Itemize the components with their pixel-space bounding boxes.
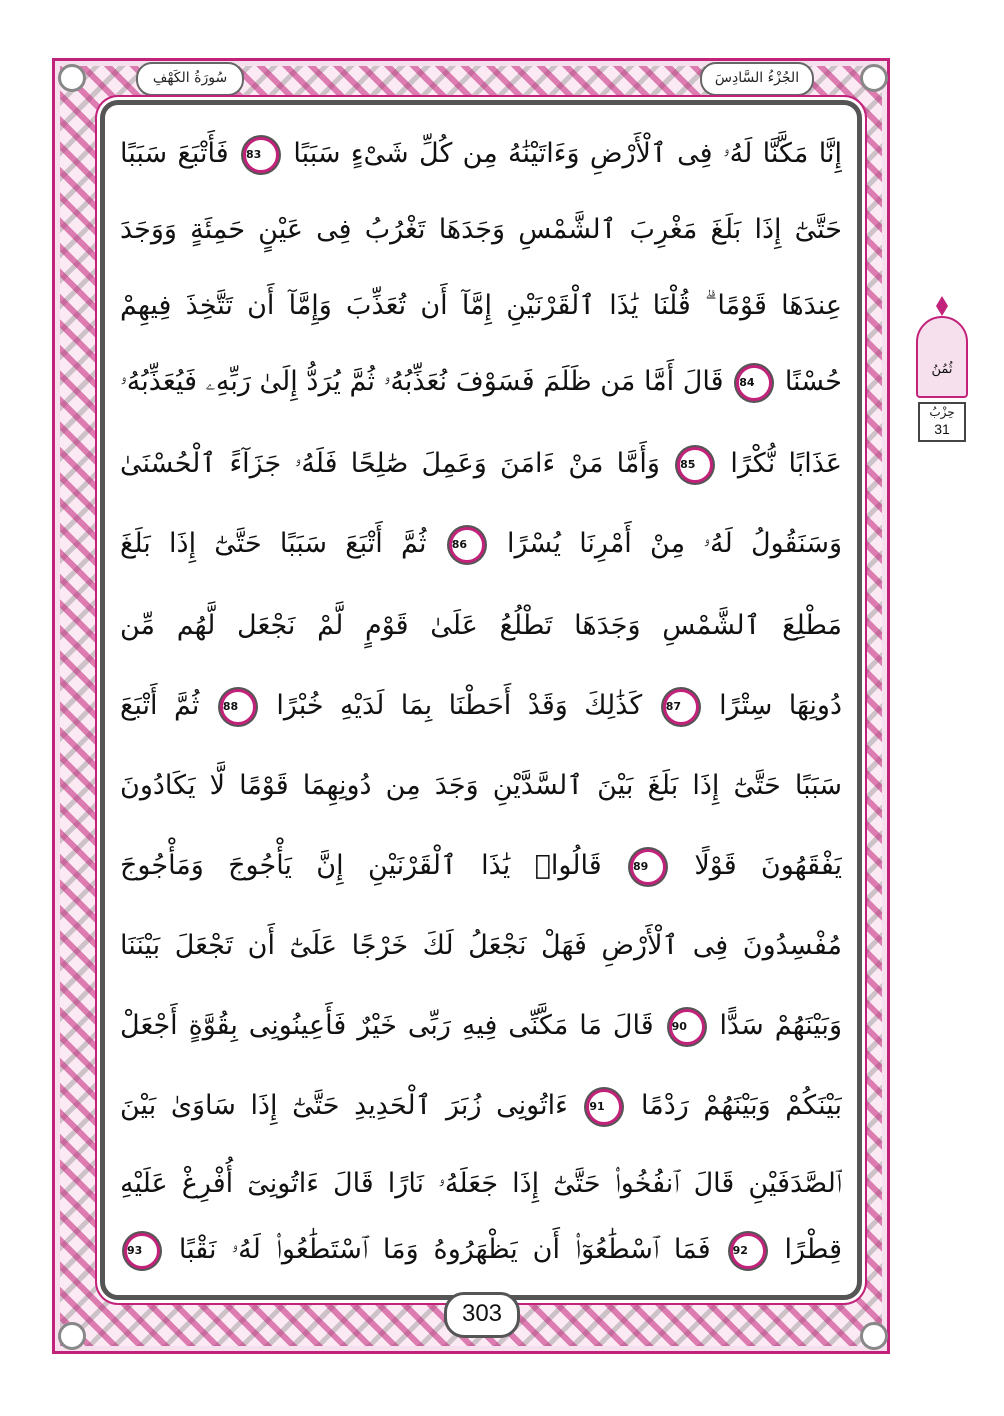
corner-ornament (860, 1322, 888, 1350)
ayah-number-marker: 90 (669, 1009, 705, 1045)
corner-ornament (58, 64, 86, 92)
hizb-label: حِزْبُ (929, 405, 955, 419)
hizb-number: 31 (934, 421, 950, 437)
ayah-number-marker: 86 (449, 527, 485, 563)
verse-line-11 (120, 914, 842, 978)
verse-text: مُفْسِدُونَ فِى ٱلْأَرْضِ فَهَلْ نَجْعَلُ لَكَ خَرْجًا عَلَىٰٓ أَن تَجْعَلَ بَيْنَنَا (120, 930, 842, 961)
verse-line-6 (120, 512, 842, 576)
ayah-number-marker: 87 (663, 689, 699, 725)
verse-text: قَالَ مَا مَكَّنِّى فِيهِ رَبِّى خَيْرٌ فَأَعِينُونِى بِقُوَّةٍ أَجْعَلْ (120, 1010, 654, 1041)
verse-text: وَأَمَّا مَنْ ءَامَنَ وَعَمِلَ صَٰلِحًا فَلَهُۥ جَزَآءً ٱلْحُسْنَىٰ (120, 448, 660, 479)
thumun-label: ثُمُنُ (931, 362, 953, 377)
verse-line-4 (120, 350, 842, 414)
verse-text: حَتَّىٰٓ إِذَا بَلَغَ مَغْرِبَ ٱلشَّمْسِ وَجَدَهَا تَغْرُبُ فِى عَيْنٍ حَمِئَةٍ وَوَجَدَ (120, 214, 842, 245)
verse-text: دُونِهَا سِتْرًا (719, 690, 842, 721)
verse-line-15 (120, 1218, 842, 1282)
verse-line-2 (120, 198, 842, 262)
ayah-number-marker: 93 (124, 1233, 160, 1269)
ayah-number-marker: 92 (730, 1233, 766, 1269)
verse-text: كَذَٰلِكَ وَقَدْ أَحَطْنَا بِمَا لَدَيْهِ خُبْرًا (276, 690, 643, 721)
ayah-number-marker: 84 (736, 365, 772, 401)
page-number: 303 (444, 1292, 520, 1338)
verse-line-5 (120, 432, 842, 496)
dome-ornament-icon (916, 316, 968, 398)
verse-line-9 (120, 754, 842, 818)
juz-header: الجُزْءُ السَّادِسَ (700, 62, 814, 96)
ayah-number-marker: 89 (630, 849, 666, 885)
verse-line-8 (120, 674, 842, 738)
verse-line-10 (120, 834, 842, 898)
hizb-box (918, 402, 966, 442)
ayah-number-marker: 91 (586, 1089, 622, 1125)
ayah-number-marker: 83 (243, 137, 279, 173)
verse-text: ثُمَّ أَتْبَعَ سَبَبًا حَتَّىٰٓ إِذَا بَلَغَ (120, 528, 427, 559)
verse-text: بَيْنَكُمْ وَبَيْنَهُمْ رَدْمًا (641, 1090, 842, 1121)
verse-line-12 (120, 994, 842, 1058)
verse-text: مَطْلِعَ ٱلشَّمْسِ وَجَدَهَا تَطْلُعُ عَلَىٰ قَوْمٍ لَّمْ نَجْعَل لَّهُم مِّن (120, 610, 842, 641)
verse-text: ثُمَّ أَتْبَعَ (120, 690, 200, 721)
verse-line-3 (120, 274, 842, 338)
verse-text: عِندَهَا قَوْمًا ۗ قُلْنَا يَٰذَا ٱلْقَرْنَيْنِ إِمَّآ أَن تُعَذِّبَ وَإِمَّآ أَن تَتَّخِذَ فِيهِمْ (120, 290, 842, 321)
verse-line-14 (120, 1152, 842, 1216)
verse-text: سَبَبًا حَتَّىٰٓ إِذَا بَلَغَ بَيْنَ ٱلسَّدَّيْنِ وَجَدَ مِن دُونِهِمَا قَوْمًا لَّا يَكَادُونَ (120, 770, 842, 801)
verse-text: إِنَّا مَكَّنَّا لَهُۥ فِى ٱلْأَرْضِ وَءَاتَيْنَٰهُ مِن كُلِّ شَىْءٍ سَبَبًا (293, 138, 842, 169)
verse-text: ٱلصَّدَفَيْنِ قَالَ ٱنفُخُوا۟ حَتَّىٰٓ إِذَا جَعَلَهُۥ نَارًا قَالَ ءَاتُونِىٓ أُفْرِغْ عَلَيْهِ (120, 1168, 842, 1199)
verse-text: قِطْرًا (784, 1234, 842, 1265)
verse-text: وَسَنَقُولُ لَهُۥ مِنْ أَمْرِنَا يُسْرًا (506, 528, 842, 559)
verse-text: وَبَيْنَهُمْ سَدًّا (719, 1010, 842, 1041)
verse-text: ءَاتُونِى زُبَرَ ٱلْحَدِيدِ حَتَّىٰٓ إِذَا سَاوَىٰ بَيْنَ (120, 1090, 568, 1121)
verse-text: حُسْنًا (784, 366, 842, 397)
verse-text: فَأَتْبَعَ سَبَبًا (120, 138, 229, 169)
verse-text: قَالَ أَمَّا مَن ظَلَمَ فَسَوْفَ نُعَذِّبُهُۥ ثُمَّ يُرَدُّ إِلَىٰ رَبِّهِۦ فَيُعَذِّبُهُۥ (120, 366, 724, 397)
verse-line-13 (120, 1074, 842, 1138)
corner-ornament (58, 1322, 86, 1350)
surah-header: سُورَةُ الكَهْفِ (136, 62, 244, 96)
verse-text: فَمَا ٱسْطَٰعُوٓا۟ أَن يَظْهَرُوهُ وَمَا ٱسْتَطَٰعُوا۟ لَهُۥ نَقْبًا (178, 1234, 711, 1265)
thumun-hizb-marker (916, 296, 968, 444)
verse-line-1 (120, 122, 842, 186)
corner-ornament (860, 64, 888, 92)
verse-line-7 (120, 594, 842, 658)
ayah-number-marker: 88 (220, 689, 256, 725)
verse-text: قَالُوا۟ يَٰذَا ٱلْقَرْنَيْنِ إِنَّ يَأْجُوجَ وَمَأْجُوجَ (120, 850, 602, 881)
verse-text: يَفْقَهُونَ قَوْلًا (694, 850, 842, 881)
finial-icon (936, 296, 948, 316)
verse-text: عَذَابًا نُّكْرًا (730, 448, 842, 479)
ayah-number-marker: 85 (677, 447, 713, 483)
